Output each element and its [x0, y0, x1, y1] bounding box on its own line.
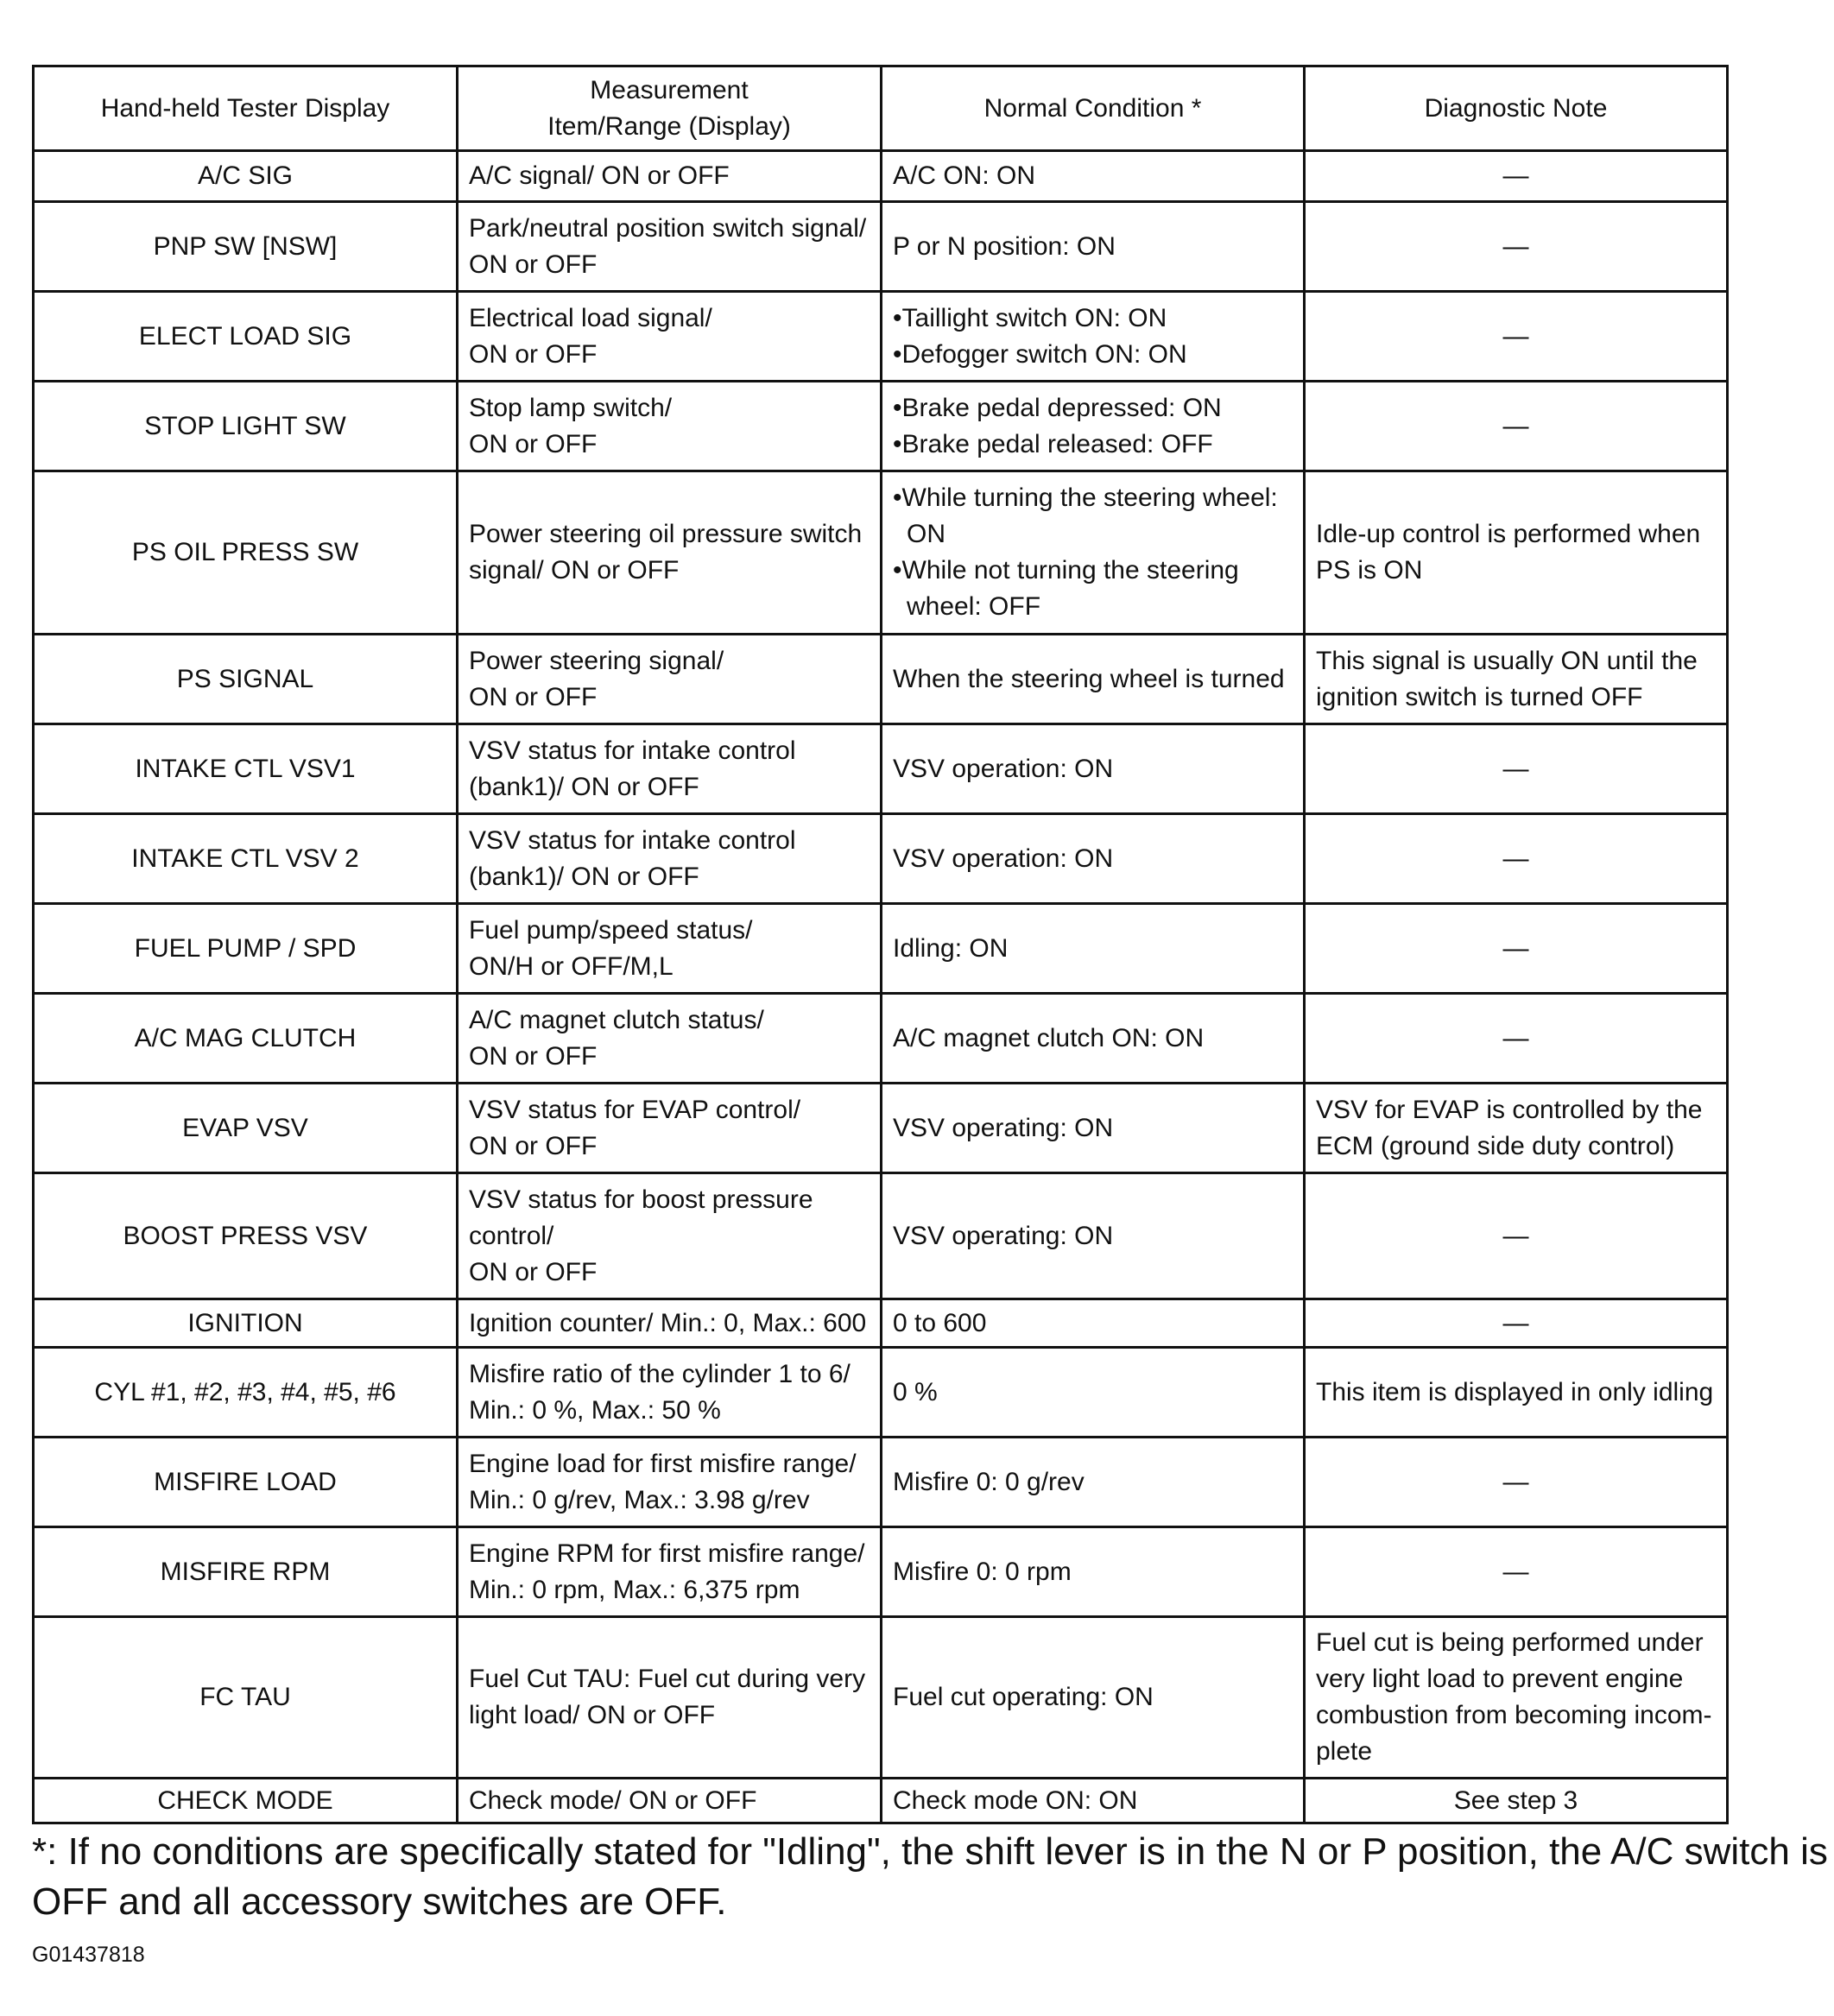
condition-bullet: • While not turning the steering wheel: OFF [893, 553, 1293, 625]
measurement-line: ON or OFF [469, 1041, 598, 1071]
tester-display-cell: STOP LIGHT SW [34, 382, 458, 471]
measurement-cell [458, 1348, 882, 1438]
measurement-line: Fuel Cut TAU: Fuel cut during very [469, 1665, 866, 1693]
measurement-line: Min.: 0 %, Max.: 50 % [469, 1395, 721, 1425]
measurement-line: Min.: 0 rpm, Max.: 6,375 rpm [469, 1575, 800, 1604]
measurement-cell [458, 151, 882, 202]
note-line: This signal is usually ON until the [1316, 646, 1698, 675]
note-line: — [1502, 231, 1529, 261]
measurement-cell [458, 994, 882, 1084]
note-cell [1305, 1299, 1728, 1348]
note-line: — [1502, 411, 1529, 440]
condition-line: 0 % [893, 1377, 938, 1406]
condition-cell [882, 1348, 1305, 1438]
condition-line: VSV operation: ON [893, 754, 1114, 783]
measurement-line: Stop lamp switch/ [469, 393, 673, 422]
note-line: very light load to prevent engine [1316, 1665, 1684, 1693]
figure-code: G01437818 [32, 1943, 145, 1967]
measurement-line: ON or OFF [469, 339, 598, 369]
note-line: This item is displayed in only idling [1316, 1377, 1714, 1406]
condition-cell [882, 1173, 1305, 1299]
table-row [34, 994, 1728, 1084]
note-line: — [1502, 754, 1529, 783]
condition-cell [882, 904, 1305, 994]
condition-cell [882, 292, 1305, 382]
header-measurement-item-label: Measurement Item/Range (Display) [547, 75, 791, 141]
measurement-line: Min.: 0 g/rev, Max.: 3.98 g/rev [469, 1485, 810, 1514]
table-row [34, 292, 1728, 382]
tester-display-cell: ELECT LOAD SIG [34, 292, 458, 382]
tester-display-cell: MISFIRE RPM [34, 1527, 458, 1617]
table-row [34, 1348, 1728, 1438]
table-row [34, 814, 1728, 904]
condition-cell [882, 814, 1305, 904]
measurement-line: Fuel pump/speed status/ [469, 915, 753, 945]
condition-cell [882, 382, 1305, 471]
measurement-line: Ignition counter/ Min.: 0, Max.: 600 [469, 1308, 867, 1337]
measurement-cell [458, 202, 882, 292]
note-cell [1305, 471, 1728, 635]
footnote: *: If no conditions are specifically stated for "Idling", the shift lever is in the N or P position, the A/C switch is OFF and all accessory switches are OFF. [32, 1830, 1828, 1923]
note-line: — [1502, 1023, 1529, 1052]
condition-cell [882, 1527, 1305, 1617]
table-row [34, 1617, 1728, 1779]
note-line: combustion from becoming incom- [1316, 1701, 1712, 1729]
note-cell [1305, 1438, 1728, 1527]
measurement-line: A/C signal/ ON or OFF [469, 161, 730, 190]
measurement-line: ON or OFF [469, 1131, 598, 1160]
condition-line: Fuel cut operating: ON [893, 1683, 1154, 1711]
note-line: VSV for EVAP is controlled by the [1316, 1095, 1703, 1124]
table-row [34, 1299, 1728, 1348]
table-row [34, 151, 1728, 202]
condition-cell [882, 724, 1305, 814]
condition-line: Misfire 0: 0 g/rev [893, 1467, 1085, 1496]
tester-display-cell: MISFIRE LOAD [34, 1438, 458, 1527]
table-header [34, 66, 1728, 151]
note-line: — [1502, 161, 1529, 190]
note-line: PS is ON [1316, 556, 1423, 585]
tester-display-cell: A/C MAG CLUTCH [34, 994, 458, 1084]
note-cell [1305, 1779, 1728, 1823]
measurement-cell [458, 1527, 882, 1617]
table-row [34, 202, 1728, 292]
measurement-cell [458, 292, 882, 382]
tester-display-cell: IGNITION [34, 1299, 458, 1348]
condition-cell [882, 471, 1305, 635]
note-cell [1305, 1527, 1728, 1617]
measurement-cell [458, 635, 882, 724]
note-line: — [1502, 844, 1529, 873]
measurement-line: ON or OFF [469, 250, 598, 279]
measurement-cell [458, 471, 882, 635]
measurement-line: Engine load for first misfire range/ [469, 1449, 857, 1478]
measurement-line: Power steering oil pressure switch [469, 520, 863, 548]
table-row [34, 1438, 1728, 1527]
condition-cell [882, 202, 1305, 292]
header-normal-condition: Normal Condition * [882, 66, 1305, 151]
table-row [34, 635, 1728, 724]
measurement-cell [458, 382, 882, 471]
condition-line: Misfire 0: 0 rpm [893, 1557, 1072, 1586]
measurement-line: VSV status for EVAP control/ [469, 1095, 801, 1124]
measurement-line: (bank1)/ ON or OFF [469, 862, 699, 891]
condition-bullet: • Defogger switch ON: ON [893, 337, 1293, 373]
tester-display-cell: BOOST PRESS VSV [34, 1173, 458, 1299]
note-cell [1305, 382, 1728, 471]
table-row [34, 1527, 1728, 1617]
measurement-cell [458, 814, 882, 904]
condition-line: VSV operating: ON [893, 1221, 1114, 1250]
note-cell [1305, 292, 1728, 382]
tester-display-cell: FUEL PUMP / SPD [34, 904, 458, 994]
note-cell [1305, 1617, 1728, 1779]
measurement-line: VSV status for intake control [469, 825, 796, 855]
measurement-line: signal/ ON or OFF [469, 556, 680, 585]
tester-display-cell: PNP SW [NSW] [34, 202, 458, 292]
condition-cell [882, 1779, 1305, 1823]
note-line: — [1502, 1308, 1529, 1337]
condition-line: P or N position: ON [893, 231, 1116, 261]
condition-bullet: • Taillight switch ON: ON [893, 300, 1293, 337]
measurement-line: Park/neutral position switch signal/ [469, 213, 867, 243]
tester-display-cell: EVAP VSV [34, 1084, 458, 1173]
note-cell [1305, 202, 1728, 292]
table-body [34, 151, 1728, 1823]
header-row [34, 66, 1728, 151]
note-line: ignition switch is turned OFF [1316, 682, 1643, 711]
condition-cell [882, 151, 1305, 202]
table-row [34, 382, 1728, 471]
measurement-cell [458, 1173, 882, 1299]
condition-line: Idling: ON [893, 933, 1009, 963]
measurement-cell [458, 1084, 882, 1173]
tester-display-cell: INTAKE CTL VSV 2 [34, 814, 458, 904]
tester-display-cell: CHECK MODE [34, 1779, 458, 1823]
table-row [34, 724, 1728, 814]
note-cell [1305, 724, 1728, 814]
measurement-line: ON or OFF [469, 1257, 598, 1286]
tester-display-cell: FC TAU [34, 1617, 458, 1779]
measurement-line: Electrical load signal/ [469, 303, 712, 332]
tester-display-cell: PS SIGNAL [34, 635, 458, 724]
measurement-line: Power steering signal/ [469, 646, 724, 675]
measurement-line: ON or OFF [469, 682, 598, 711]
note-cell [1305, 904, 1728, 994]
note-cell [1305, 994, 1728, 1084]
condition-cell [882, 1438, 1305, 1527]
measurement-line: ON/H or OFF/M,L [469, 951, 674, 981]
measurement-line: Misfire ratio of the cylinder 1 to 6/ [469, 1359, 851, 1388]
measurement-cell [458, 724, 882, 814]
header-tester-display: Hand-held Tester Display [34, 66, 458, 151]
note-line: Fuel cut is being performed under [1316, 1628, 1704, 1657]
measurement-cell [458, 904, 882, 994]
note-cell [1305, 1084, 1728, 1173]
note-cell [1305, 635, 1728, 724]
tester-display-cell: A/C SIG [34, 151, 458, 202]
measurement-line: A/C magnet clutch status/ [469, 1005, 764, 1034]
tester-display-cell: INTAKE CTL VSV1 [34, 724, 458, 814]
diagnostic-data-table [32, 65, 1729, 1824]
condition-line: Check mode ON: ON [893, 1785, 1138, 1815]
note-line: — [1502, 1467, 1529, 1496]
measurement-cell [458, 1438, 882, 1527]
condition-line: A/C ON: ON [893, 161, 1036, 190]
note-cell [1305, 1348, 1728, 1438]
note-line: ECM (ground side duty control) [1316, 1131, 1675, 1160]
measurement-cell [458, 1617, 882, 1779]
measurement-line: light load/ ON or OFF [469, 1701, 716, 1729]
measurement-line: Engine RPM for first misfire range/ [469, 1539, 865, 1568]
note-line: Idle-up control is performed when [1316, 520, 1701, 548]
condition-cell [882, 994, 1305, 1084]
note-cell [1305, 814, 1728, 904]
header-diagnostic-note: Diagnostic Note [1305, 66, 1728, 151]
condition-bullet: • While turning the steering wheel: ON [893, 480, 1293, 553]
condition-cell [882, 1617, 1305, 1779]
condition-bullet: • Brake pedal depressed: ON [893, 390, 1293, 427]
tester-display-cell: PS OIL PRESS SW [34, 471, 458, 635]
table-row [34, 904, 1728, 994]
note-cell [1305, 1173, 1728, 1299]
condition-cell [882, 635, 1305, 724]
measurement-line: VSV status for intake control [469, 736, 796, 765]
note-line: — [1502, 321, 1529, 351]
condition-cell [882, 1299, 1305, 1348]
condition-line: VSV operating: ON [893, 1113, 1114, 1142]
table-row [34, 1779, 1728, 1823]
header-measurement-item [458, 66, 882, 151]
measurement-cell [458, 1779, 882, 1823]
condition-line: A/C magnet clutch ON: ON [893, 1023, 1205, 1052]
measurement-line: Check mode/ ON or OFF [469, 1785, 757, 1815]
condition-line: VSV operation: ON [893, 844, 1114, 873]
note-line: — [1502, 1557, 1529, 1586]
note-line: See step 3 [1453, 1785, 1578, 1815]
note-cell [1305, 151, 1728, 202]
condition-line: When the steering wheel is turned [893, 664, 1285, 693]
note-line: — [1502, 933, 1529, 963]
tester-display-cell: CYL #1, #2, #3, #4, #5, #6 [34, 1348, 458, 1438]
measurement-cell [458, 1299, 882, 1348]
measurement-line: (bank1)/ ON or OFF [469, 772, 699, 801]
condition-line: 0 to 600 [893, 1308, 987, 1337]
measurement-line: ON or OFF [469, 429, 598, 458]
measurement-line: VSV status for boost pressure [469, 1185, 813, 1214]
table-row [34, 1084, 1728, 1173]
measurement-line: control/ [469, 1221, 554, 1250]
table-row [34, 471, 1728, 635]
condition-bullet: • Brake pedal released: OFF [893, 427, 1293, 463]
note-line: — [1502, 1221, 1529, 1250]
table-row [34, 1173, 1728, 1299]
note-line: plete [1316, 1737, 1373, 1766]
condition-cell [882, 1084, 1305, 1173]
